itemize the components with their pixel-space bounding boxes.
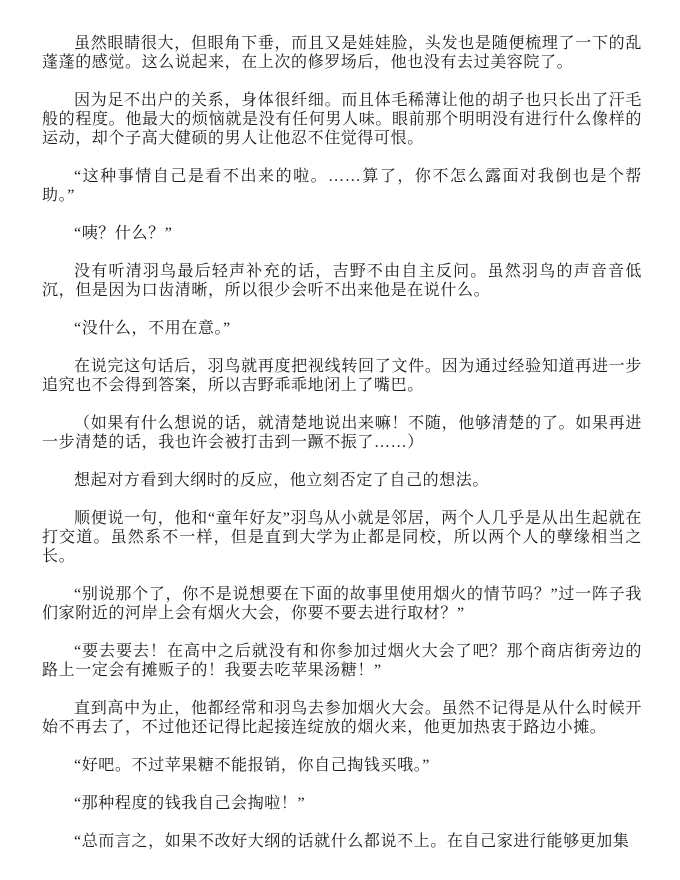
paragraph-dialogue-truncated: “总而言之，如果不改好大纲的话就什么都说不上。在自己家进行能够更加集	[74, 833, 630, 850]
paragraph-dialogue: “那种程度的钱我自己会掏啦！”	[74, 795, 306, 812]
paragraph: 在说完这句话后，羽鸟就再度把视线转回了文件。因为通过经验知道再进一步追究也不会得到答案，所以吉野乖乖地闭上了嘴巴。	[42, 358, 642, 394]
paragraph: 顺便说一句，他和“童年好友”羽鸟从小就是邻居，两个人几乎是从出生起就在打交道。虽然系不一样，但是直到大学为止都是同校，所以两个人的孽缘相当之长。	[42, 510, 642, 565]
paragraph: 因为足不出户的关系，身体很纤细。而且体毛稀薄让他的胡子也只长出了汗毛般的程度。他最大的烦恼就是没有任何男人味。眼前那个明明没有进行什么像样的运动，却个子高大健硕的男人让他忍不住觉得可恨。	[42, 92, 642, 147]
paragraph-dialogue: “咦？什么？”	[74, 225, 173, 242]
paragraph: 没有听清羽鸟最后轻声补充的话，吉野不由自主反问。虽然羽鸟的声音音低沉，但是因为口齿清晰，所以很少会听不出来他是在说什么。	[42, 263, 642, 299]
paragraph-inner-monologue: （如果有什么想说的话，就清楚地说出来嘛！不随，他够清楚的了。如果再进一步清楚的话，我也许会被打击到一蹶不振了……）	[42, 415, 642, 451]
paragraph: 虽然眼睛很大，但眼角下垂，而且又是娃娃脸，头发也是随便梳理了一下的乱蓬蓬的感觉。这么说起来，在上次的修罗场后，他也没有去过美容院了。	[42, 35, 642, 71]
paragraph-dialogue: “这种事情自己是看不出来的啦。……算了，你不怎么露面对我倒也是个帮助。”	[42, 168, 642, 204]
paragraph: 想起对方看到大纲时的反应，他立刻否定了自己的想法。	[74, 472, 490, 489]
paragraph: 直到高中为止，他都经常和羽鸟去参加烟火大会。虽然不记得是从什么时候开始不再去了，不过他还记得比起接连绽放的烟火来，他更加热衷于路边小摊。	[42, 700, 642, 736]
paragraph-dialogue: “好吧。不过苹果糖不能报销，你自己掏钱买哦。”	[74, 757, 431, 774]
paragraph-dialogue: “没什么，不用在意。”	[74, 320, 231, 337]
paragraph-dialogue: “要去要去！在高中之后就没有和你参加过烟火大会了吧？那个商店街旁边的路上一定会有摊贩子的！我要去吃苹果汤糖！”	[42, 643, 642, 679]
paragraph-dialogue: “别说那个了，你不是说想要在下面的故事里使用烟火的情节吗？”过一阵子我们家附近的河岸上会有烟火大会，你要不要去进行取材？”	[42, 586, 642, 622]
